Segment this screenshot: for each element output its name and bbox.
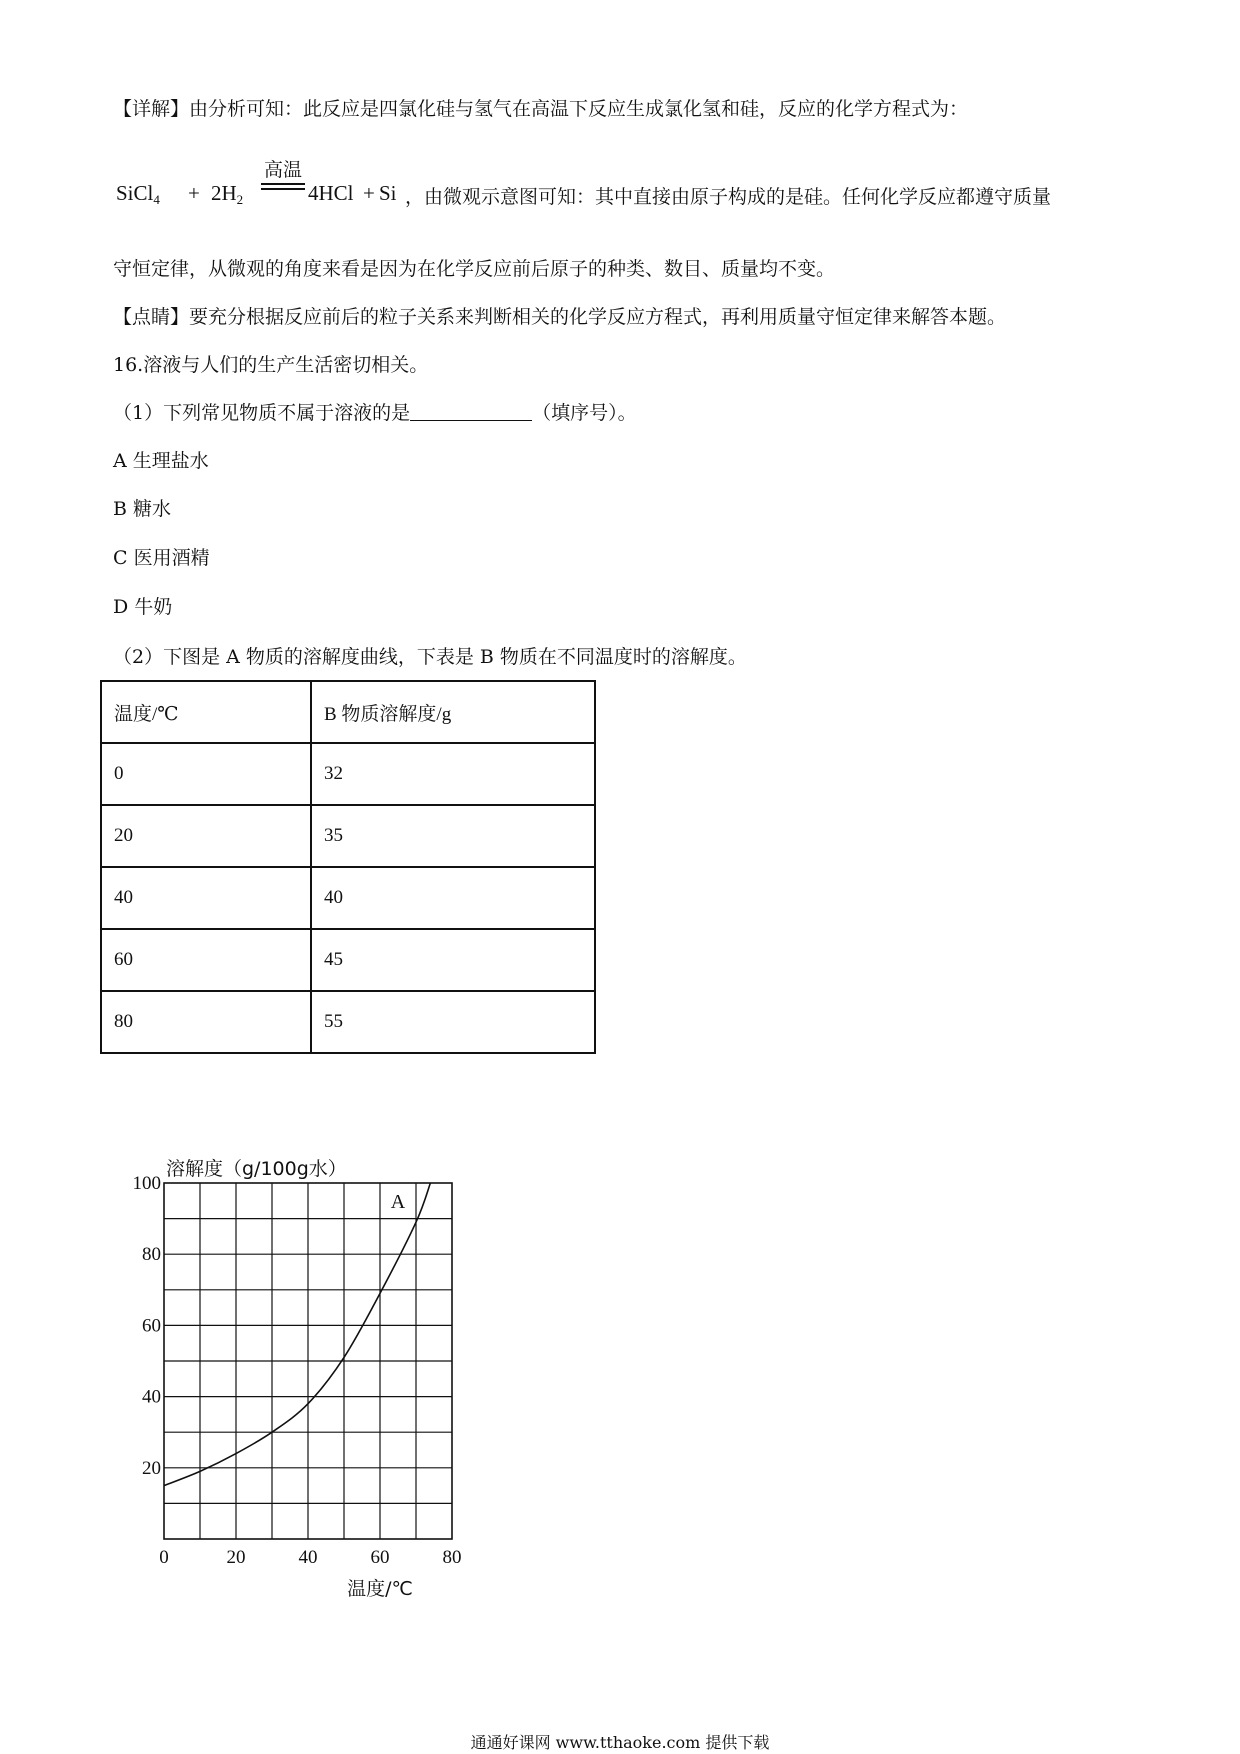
eq-plus-1: + [188,181,200,205]
cell-solubility: 32 [311,743,595,805]
cell-temperature: 0 [101,743,311,805]
option-b: B 糖水 [113,498,172,520]
eq-plus-2: + [363,181,375,205]
y-tick-label: 100 [132,1173,161,1194]
option-a: A 生理盐水 [113,450,209,472]
table-row [101,805,595,867]
x-tick-label: 20 [226,1547,246,1568]
cell-temperature: 20 [101,805,311,867]
option-d: D 牛奶 [113,596,173,618]
eq-product-hcl: 4HCl [308,181,354,205]
cell-solubility: 55 [311,991,595,1053]
solubility-chart [120,1145,480,1605]
x-tick-label: 0 [159,1547,169,1568]
detail-line-2: ，由微观示意图可知：其中直接由原子构成的是硅。任何化学反应都遵守质量 [405,186,1052,208]
y-tick-label: 60 [142,1315,161,1337]
table-row [101,991,595,1053]
header-temperature: 温度/℃ [101,681,311,743]
x-tick-label: 40 [298,1547,318,1568]
question-16-1: （1）下列常见物质不属于溶液的是 （填序号）。 [113,402,637,424]
eq-reactant-h2: $2H_2$ [211,181,244,207]
eq-reactant-sicl4: SiCl$_4$ [116,181,160,207]
page-footer: 通通好课网 www.tthaoke.com 提供下载 [470,1733,770,1752]
question-16: 16.溶液与人们的生产生活密切相关。 [113,354,429,376]
solubility-table [100,680,596,1054]
x-tick-label: 80 [442,1547,462,1568]
cell-temperature: 60 [101,929,311,991]
cell-solubility: 40 [311,867,595,929]
table-row [101,867,595,929]
y-tick-label: 40 [142,1386,161,1408]
chart-y-axis-label: 溶解度（g/100g水） [166,1158,347,1180]
cell-solubility: 45 [311,929,595,991]
question-16-2: （2）下图是 A 物质的溶解度曲线，下表是 B 物质在不同温度时的溶解度。 [113,646,747,668]
y-tick-label: 20 [142,1457,161,1479]
eq-product-si: Si [379,181,397,205]
header-solubility: B 物质溶解度/g [311,681,595,743]
series-a-label: A [390,1190,406,1213]
detail-line-3: 守恒定律，从微观的角度来看是因为在化学反应前后原子的种类、数目、质量均不变。 [113,258,836,280]
answer-blank[interactable] [410,402,532,421]
eq-condition: 高温 [264,159,303,181]
table-header-row [101,681,595,743]
cell-solubility: 35 [311,805,595,867]
detail-line-1: 【详解】由分析可知：此反应是四氯化硅与氢气在高温下反应生成氯化氢和硅，反应的化学方程式为： [113,98,969,120]
table-row [101,929,595,991]
cell-temperature: 80 [101,991,311,1053]
eq-double-line-bottom [261,188,305,190]
dianjing-line: 【点睛】要充分根据反应前后的粒子关系来判断相关的化学反应方程式，再利用质量守恒定律来解答本题。 [113,306,1007,328]
option-c: C 医用酒精 [113,547,210,569]
cell-temperature: 40 [101,867,311,929]
y-tick-label: 80 [142,1244,161,1266]
x-tick-label: 60 [370,1547,390,1568]
series-a-curve [164,1183,430,1486]
eq-double-line-top [261,183,305,185]
table-row [101,743,595,805]
chart-x-axis-label: 温度/℃ [347,1578,413,1600]
